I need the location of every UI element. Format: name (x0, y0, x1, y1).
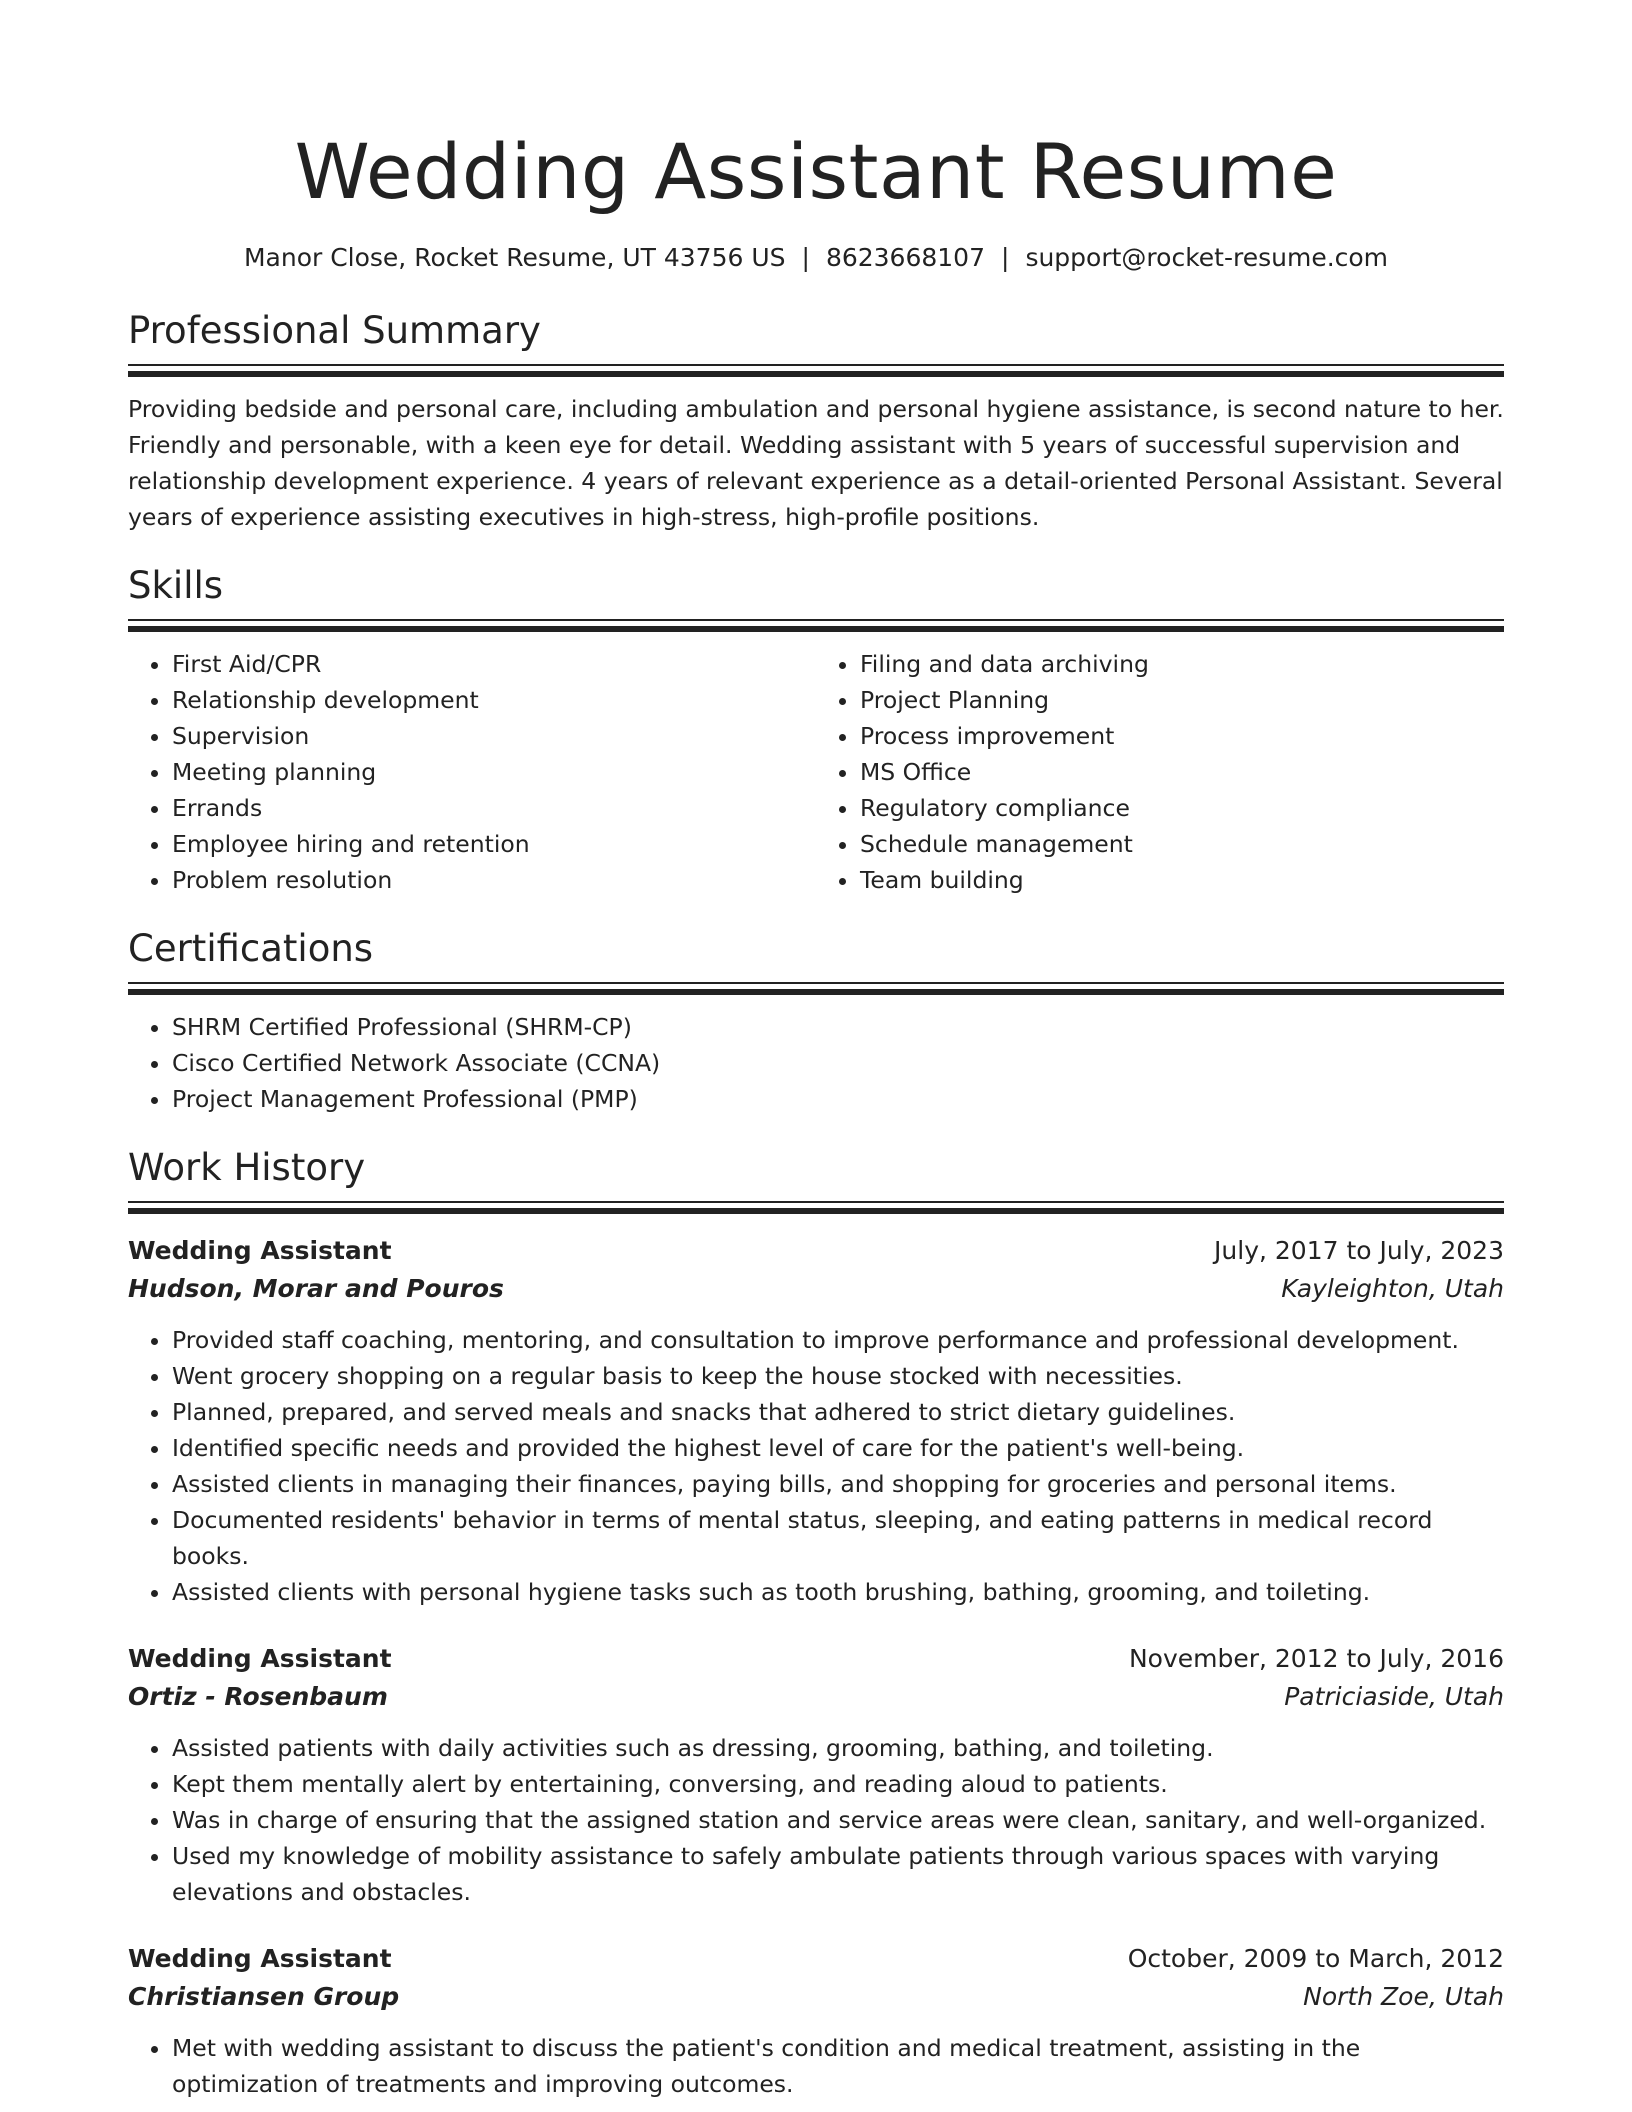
section-divider (128, 364, 1504, 377)
skill-item: • Filing and data archiving (860, 646, 1504, 682)
certifications-section (128, 926, 1504, 1117)
job-title: Wedding Assistant (128, 1944, 392, 1973)
skill-item: • Regulatory compliance (860, 790, 1504, 826)
job-bullet: • Met with wedding assistant to discuss the patient's condition and medical treatment, assisting in the optimization of treatments and improving outcomes. (172, 2030, 1504, 2102)
skill-item: • Team building (860, 862, 1504, 898)
job-bullet: • Was in charge of ensuring that the assigned station and service areas were clean, sanitary, and well-organized. (172, 1802, 1504, 1838)
section-divider (128, 1201, 1504, 1214)
job-bullet: • Assisted clients with personal hygiene tasks such as tooth brushing, bathing, grooming, and toileting. (172, 1574, 1504, 1610)
work-history-section (128, 1145, 1504, 2102)
skill-item: • Process improvement (860, 718, 1504, 754)
skill-item: • Project Planning (860, 682, 1504, 718)
contact-address: Manor Close, Rocket Resume, UT 43756 US (243, 243, 786, 272)
certification-item: • Project Management Professional (PMP) (172, 1081, 1504, 1117)
section-divider (128, 982, 1504, 995)
job-location: North Zoe, Utah (1303, 1982, 1504, 2011)
skills-grid (128, 632, 1504, 898)
summary-section (128, 308, 1504, 535)
work-history-heading: Work History (128, 1146, 366, 1189)
job-bullets (128, 1322, 1504, 1610)
job-bullets (128, 1730, 1504, 1910)
skill-item: • Supervision (172, 718, 816, 754)
certifications-heading: Certifications (128, 927, 374, 970)
contact-separator: | (1001, 243, 1010, 272)
job-entry (128, 1940, 1504, 2102)
job-bullet: • Identified specific needs and provided the highest level of care for the patient's well-being. (172, 1430, 1504, 1466)
job-subheader (128, 1270, 1504, 1308)
job-bullet: • Went grocery shopping on a regular basis to keep the house stocked with necessities. (172, 1358, 1504, 1394)
skills-list-left (128, 646, 816, 898)
job-bullet: • Used my knowledge of mobility assistance to safely ambulate patients through various spaces with varying elevations and obstacles. (172, 1838, 1504, 1910)
skill-item: • First Aid/CPR (172, 646, 816, 682)
contact-line (128, 242, 1504, 274)
job-dates: July, 2017 to July, 2023 (1214, 1236, 1504, 1265)
certification-item: • Cisco Certified Network Associate (CCNA) (172, 1045, 1504, 1081)
certification-item: • SHRM Certified Professional (SHRM-CP) (172, 1009, 1504, 1045)
job-bullet: • Planned, prepared, and served meals and snacks that adhered to strict dietary guidelines. (172, 1394, 1504, 1430)
job-title: Wedding Assistant (128, 1236, 392, 1265)
section-divider (128, 619, 1504, 632)
skills-section (128, 563, 1504, 898)
job-company: Ortiz - Rosenbaum (128, 1682, 388, 1711)
summary-heading: Professional Summary (128, 309, 541, 352)
job-bullet: • Provided staff coaching, mentoring, and consultation to improve performance and professional development. (172, 1322, 1504, 1358)
contact-email: support@rocket-resume.com (1025, 243, 1389, 272)
skill-item: • Schedule management (860, 826, 1504, 862)
certifications-list (128, 1009, 1504, 1117)
job-bullet: • Assisted patients with daily activities such as dressing, grooming, bathing, and toileting. (172, 1730, 1504, 1766)
job-location: Kayleighton, Utah (1281, 1274, 1504, 1303)
job-subheader (128, 1678, 1504, 1716)
skills-heading: Skills (128, 564, 224, 607)
skill-item: • MS Office (860, 754, 1504, 790)
job-bullet: • Documented residents' behavior in terms of mental status, sleeping, and eating patterns in medical record books. (172, 1502, 1504, 1574)
job-title: Wedding Assistant (128, 1644, 392, 1673)
skill-item: • Meeting planning (172, 754, 816, 790)
contact-separator: | (801, 243, 810, 272)
job-bullet: • Kept them mentally alert by entertaining, conversing, and reading aloud to patients. (172, 1766, 1504, 1802)
job-bullets (128, 2030, 1504, 2102)
contact-phone: 8623668107 (825, 243, 985, 272)
skills-list-right (816, 646, 1504, 898)
skill-item: • Errands (172, 790, 816, 826)
job-company: Hudson, Morar and Pouros (128, 1274, 504, 1303)
job-dates: November, 2012 to July, 2016 (1128, 1644, 1504, 1673)
job-entry (128, 1232, 1504, 1610)
job-location: Patriciaside, Utah (1284, 1682, 1504, 1711)
skill-item: • Employee hiring and retention (172, 826, 816, 862)
job-bullet: • Assisted clients in managing their finances, paying bills, and shopping for groceries and personal items. (172, 1466, 1504, 1502)
resume-title: Wedding Assistant Resume (294, 127, 1338, 216)
job-company: Christiansen Group (128, 1982, 400, 2011)
skill-item: • Problem resolution (172, 862, 816, 898)
job-header (128, 1940, 1504, 1978)
summary-text: Providing bedside and personal care, including ambulation and personal hygiene assistance, is second nature to her. Friendly and personable, with a keen eye for detail. Wedding assistant with 5 years of successful supervision and relationship development experience. 4 years of relevant experience as a detail-oriented Personal Assistant. Several years of experience assisting executives in high-stress, high-profile positions. (128, 395, 1504, 531)
job-dates: October, 2009 to March, 2012 (1127, 1944, 1504, 1973)
skill-item: • Relationship development (172, 682, 816, 718)
job-header (128, 1232, 1504, 1270)
job-subheader (128, 1978, 1504, 2016)
job-entry (128, 1640, 1504, 1910)
job-header (128, 1640, 1504, 1678)
